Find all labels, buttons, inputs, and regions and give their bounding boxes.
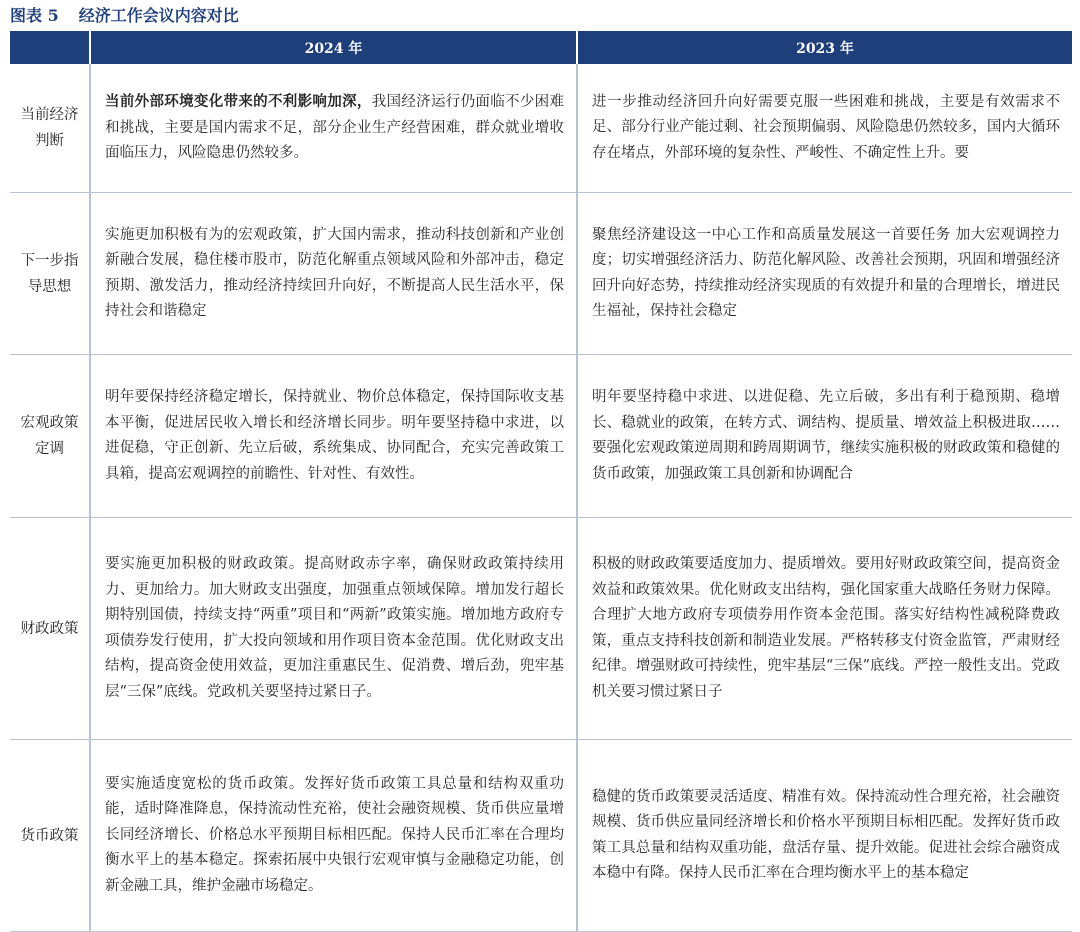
figure-title: 经济工作会议内容对比	[78, 6, 239, 25]
table-header-row	[10, 31, 1072, 64]
header-2023: 2023 年	[577, 31, 1072, 64]
table-row	[10, 64, 1072, 193]
figure-caption	[10, 3, 239, 29]
cell-2023: 聚焦经济建设这一中心工作和高质量发展这一首要任务 加大宏观调控力度；切实增强经济活力、防范化解风险、改善社会预期，巩固和增强经济回升向好态势，持续推动经济实现质的有效提升和量的合理增长，增进民生福祉，保持社会稳定	[577, 193, 1072, 355]
row-label: 下一步指导思想	[10, 193, 90, 355]
cell-2023: 进一步推动经济回升向好需要克服一些困难和挑战，主要是有效需求不足、部分行业产能过剩、社会预期偏弱、风险隐患仍然较多，国内大循环存在堵点，外部环境的复杂性、严峻性、不确定性上升。要	[577, 64, 1072, 193]
cell-2024: 要实施适度宽松的货币政策。发挥好货币政策工具总量和结构双重功能，适时降准降息，保持流动性充裕，使社会融资规模、货币供应量增长同经济增长、价格总水平预期目标相匹配。保持人民币汇率在合理均衡水平上的基本稳定。探索拓展中央银行宏观审慎与金融稳定功能，创新金融工具，维护金融市场稳定。	[90, 740, 577, 932]
row-label: 货币政策	[10, 740, 90, 932]
table-row	[10, 355, 1072, 518]
header-blank	[10, 31, 90, 64]
row-label: 当前经济判断	[10, 64, 90, 193]
cell-2023: 明年要坚持稳中求进、以进促稳、先立后破，多出有利于稳预期、稳增长、稳就业的政策，在转方式、调结构、提质量、增效益上积极进取……要强化宏观政策逆周期和跨周期调节，继续实施积极的财政政策和稳健的货币政策，加强政策工具创新和协调配合	[577, 355, 1072, 518]
comparison-table	[10, 31, 1072, 932]
table-row	[10, 193, 1072, 355]
cell-2023: 积极的财政政策要适度加力、提质增效。要用好财政政策空间，提高资金效益和政策效果。优化财政支出结构，强化国家重大战略任务财力保障。合理扩大地方政府专项债券用作资本金范围。落实好结构性减税降费政策，重点支持科技创新和制造业发展。严格转移支付资金监管，严肃财经纪律。增强财政可持续性，兜牢基层“三保”底线。严控一般性支出。党政机关要习惯过紧日子	[577, 518, 1072, 740]
cell-2024-highlight: 当前外部环境变化带来的不利影响加深，	[105, 93, 372, 111]
cell-2023: 稳健的货币政策要灵活适度、精准有效。保持流动性合理充裕，社会融资规模、货币供应量同经济增长和价格水平预期目标相匹配。发挥好货币政策工具总量和结构双重功能，盘活存量、提升效能。促进社会综合融资成本稳中有降。保持人民币汇率在合理均衡水平上的基本稳定	[577, 740, 1072, 932]
row-label: 财政政策	[10, 518, 90, 740]
row-label: 宏观政策定调	[10, 355, 90, 518]
cell-2024	[90, 64, 577, 193]
cell-2024: 明年要保持经济稳定增长，保持就业、物价总体稳定，保持国际收支基本平衡，促进居民收入增长和经济增长同步。明年要坚持稳中求进，以进促稳，守正创新、先立后破，系统集成、协同配合，充实完善政策工具箱，提高宏观调控的前瞻性、针对性、有效性。	[90, 355, 577, 518]
figure-number: 图表 5	[10, 6, 59, 25]
cell-2024: 实施更加积极有为的宏观政策，扩大国内需求，推动科技创新和产业创新融合发展，稳住楼市股市，防范化解重点领域风险和外部冲击，稳定预期、激发活力，推动经济持续回升向好，不断提高人民生活水平，保持社会和谐稳定	[90, 193, 577, 355]
cell-2024: 要实施更加积极的财政政策。提高财政赤字率，确保财政政策持续用力、更加给力。加大财政支出强度，加强重点领域保障。增加发行超长期特别国债，持续支持“两重”项目和“两新”政策实施。增加地方政府专项债券发行使用，扩大投向领域和用作项目资本金范围。优化财政支出结构，提高资金使用效益，更加注重惠民生、促消费、增后劲，兜牢基层“三保”底线。党政机关要坚持过紧日子。	[90, 518, 577, 740]
table-row	[10, 518, 1072, 740]
table-row	[10, 740, 1072, 932]
cell-2024-text: 我国经济运行仍面临不少困难和挑战，主要是国内需求不足，部分企业生产经营困难，群众就业增收面临压力，风险隐患仍然较多。	[105, 94, 565, 162]
header-2024: 2024 年	[90, 31, 577, 64]
